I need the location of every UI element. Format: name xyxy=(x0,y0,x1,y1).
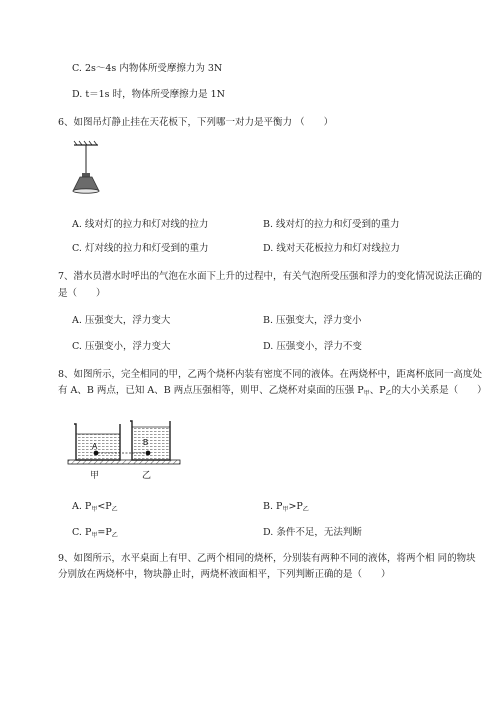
point-a-dot xyxy=(94,451,99,456)
q9-stem-line1: 9、如图所示，水平桌面上有甲、乙两个相同的烧杯，分别装有两种不同的液体，将两个相 同的物块 xyxy=(58,553,476,564)
point-b-dot xyxy=(146,451,151,456)
beaker-jia-label: 甲 xyxy=(90,471,100,481)
beakers-figure xyxy=(66,418,182,484)
q7-stem-line1: 7、潜水员潜水时呼出的气泡在水面下上升的过程中，有关气泡所受压强和浮力的变化情况说法正确的 xyxy=(58,271,483,282)
q8-option-c: C. $P_甲=P_乙$ xyxy=(72,527,118,539)
q6-option-b: B. 线对灯的拉力和灯受到的重力 xyxy=(263,219,400,230)
point-b-label: B xyxy=(143,438,149,447)
beaker-yi-label: 乙 xyxy=(142,471,152,481)
q6-option-c: C. 灯对线的拉力和灯受到的重力 xyxy=(72,243,209,254)
q6-stem: 6、如图吊灯静止挂在天花板下，下列哪一对力是平衡力 （ ） xyxy=(58,117,334,128)
q7-stem-line2: 是（ ） xyxy=(58,288,106,299)
q5-option-c: C. 2s～4s 内物体所受摩擦力为 3N xyxy=(72,63,223,74)
q7-option-a: A. 压强变大，浮力变大 xyxy=(72,315,171,326)
table-surface xyxy=(68,460,180,464)
q7-option-d: D. 压强变小，浮力不变 xyxy=(263,341,362,352)
q8-stem-line2: 有 A、B 两点，已知 A、B 两点压强相等，则甲、乙烧杯对桌面的压强 $P_甲$、$P_乙$的大小关系是（ ） xyxy=(58,385,487,397)
point-a-label: A xyxy=(92,442,98,451)
hanging-lamp-figure xyxy=(68,140,108,198)
q7-option-c: C. 压强变小，浮力变大 xyxy=(72,341,171,352)
q6-option-a: A. 线对灯的拉力和灯对线的拉力 xyxy=(72,219,209,230)
q8-stem-line1: 8、如图所示，完全相同的甲，乙两个烧杯内装有密度不同的液体。在两烧杯中，距离杯底同一高度处 xyxy=(58,369,483,380)
q5-option-d: D. t＝1s 时，物体所受摩擦力是 1N xyxy=(72,89,225,100)
q8-option-a: A. $P_甲<P_乙$ xyxy=(72,501,118,513)
q8-option-b: B. $P_甲>P_乙$ xyxy=(263,501,309,513)
q7-option-b: B. 压强变大，浮力变小 xyxy=(263,315,362,326)
q8-option-d: D. 条件不足，无法判断 xyxy=(263,527,362,538)
q6-option-d: D. 线对天花板拉力和灯对线拉力 xyxy=(263,243,400,254)
lamp-icon xyxy=(73,173,99,193)
ceiling-icon xyxy=(74,141,98,145)
q9-stem-line2: 分别放在两烧杯中，物块静止时，两烧杯液面相平，下列判断正确的是（ ） xyxy=(58,569,391,580)
